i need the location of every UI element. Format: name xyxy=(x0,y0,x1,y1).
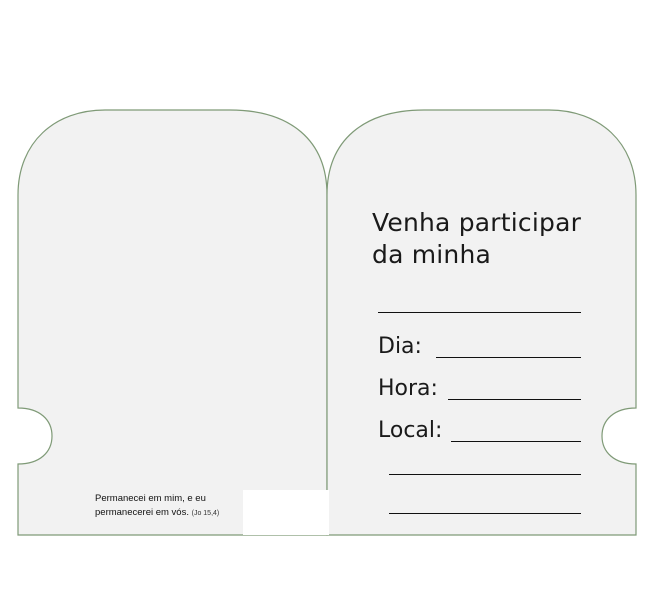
white-overlay-patch xyxy=(243,490,329,535)
invitation-line-1: Venha participar xyxy=(372,208,582,237)
scripture-reference: (Jo 15,4) xyxy=(191,509,220,517)
field-row-hora xyxy=(378,376,438,401)
scripture-body: Permanecei em mim, e eu permanecerei em vós. xyxy=(95,493,206,518)
extra-blank-line-1 xyxy=(389,474,581,475)
field-label-dia: Dia: xyxy=(378,334,422,359)
occasion-blank-line xyxy=(378,312,581,313)
scripture-text xyxy=(95,492,265,520)
invitation-line-2: da minha xyxy=(372,240,492,269)
extra-blank-line-2 xyxy=(389,513,581,514)
field-label-hora: Hora: xyxy=(378,376,438,401)
field-line-hora xyxy=(448,399,581,400)
field-label-local: Local: xyxy=(378,418,443,443)
field-line-dia xyxy=(436,357,581,358)
field-row-local xyxy=(378,418,442,443)
field-row-dia xyxy=(378,334,422,359)
field-line-local xyxy=(451,441,581,442)
invitation-headline xyxy=(372,207,592,271)
